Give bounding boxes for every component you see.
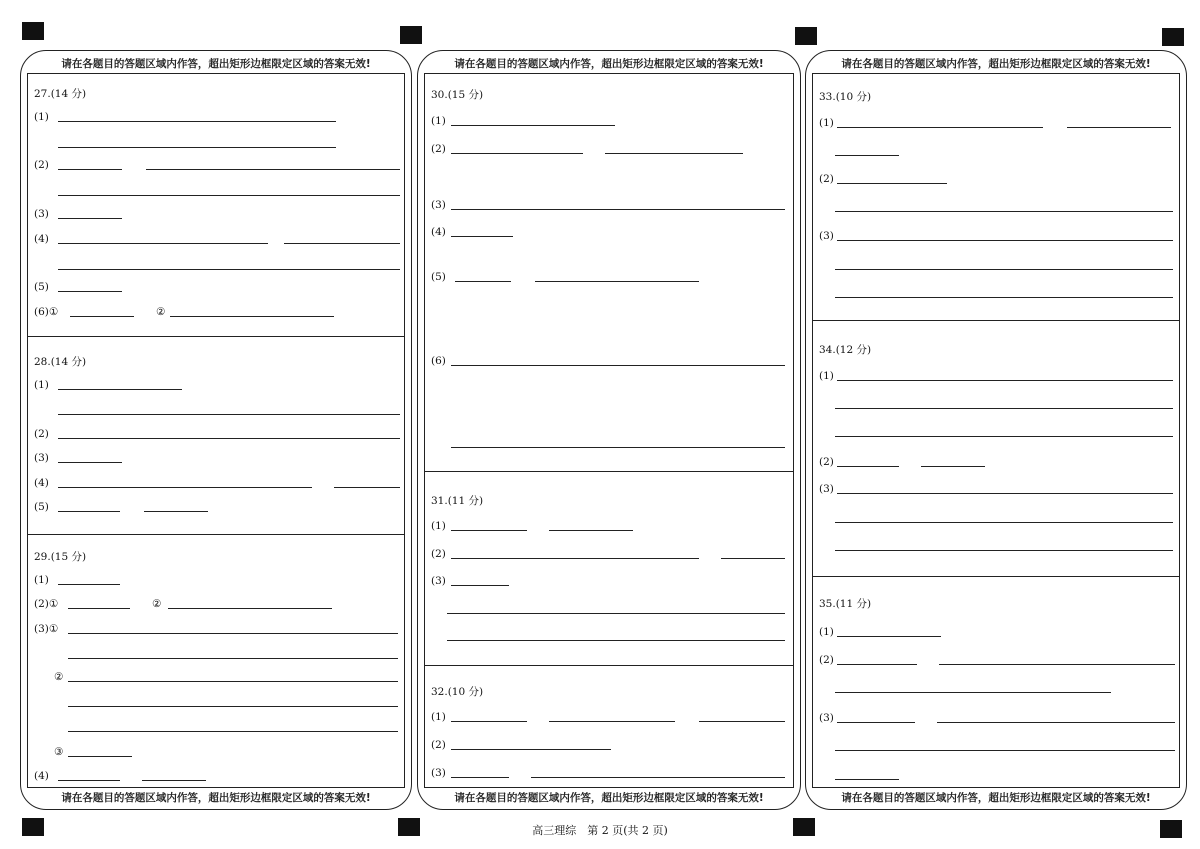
sub-label: ②: [54, 671, 64, 683]
answer-line[interactable]: [451, 153, 583, 154]
answer-line[interactable]: [1067, 127, 1171, 128]
answer-line[interactable]: [58, 584, 120, 585]
answer-line[interactable]: [835, 779, 899, 780]
notice-bottom: 请在各题目的答题区域内作答，超出矩形边框限定区域的答案无效!: [454, 792, 764, 804]
answer-line[interactable]: [937, 722, 1175, 723]
answer-line[interactable]: [837, 493, 1173, 494]
answer-line[interactable]: [58, 462, 122, 463]
answer-line[interactable]: [451, 365, 785, 366]
answer-line[interactable]: [549, 530, 633, 531]
answer-line[interactable]: [605, 153, 743, 154]
answer-line[interactable]: [58, 243, 268, 244]
answer-line[interactable]: [837, 380, 1173, 381]
answer-line[interactable]: [58, 511, 120, 512]
answer-line[interactable]: [837, 664, 917, 665]
answer-line[interactable]: [58, 438, 400, 439]
question-title: 30.(15 分): [431, 89, 484, 101]
answer-line[interactable]: [58, 269, 400, 270]
sub-label: (4): [34, 233, 49, 245]
sub-label: (1): [34, 111, 49, 123]
answer-line[interactable]: [168, 608, 332, 609]
registration-mark: [400, 26, 422, 44]
answer-line[interactable]: [835, 692, 1111, 693]
answer-line[interactable]: [58, 487, 312, 488]
answer-line[interactable]: [835, 522, 1173, 523]
answer-line[interactable]: [921, 466, 985, 467]
sub-label: (1): [431, 520, 446, 532]
answer-line[interactable]: [58, 389, 182, 390]
answer-line[interactable]: [68, 608, 130, 609]
sub-label: (3): [431, 575, 446, 587]
sub-label: ②: [152, 598, 162, 610]
answer-line[interactable]: [58, 414, 400, 415]
question-title: 34.(12 分): [819, 344, 872, 356]
answer-line[interactable]: [451, 209, 785, 210]
answer-line[interactable]: [939, 664, 1175, 665]
sub-label: (5): [34, 281, 49, 293]
sub-label: (2): [431, 739, 446, 751]
sub-label: (3): [819, 483, 834, 495]
question-28: [28, 336, 404, 535]
answer-line[interactable]: [58, 218, 122, 219]
sub-label: (3): [34, 452, 49, 464]
sub-label: (2): [34, 428, 49, 440]
sub-label: (6)①: [34, 306, 59, 318]
registration-mark: [1162, 28, 1184, 46]
answer-line[interactable]: [68, 706, 398, 707]
question-31: [425, 471, 793, 666]
answer-line[interactable]: [68, 731, 398, 732]
answer-line[interactable]: [68, 658, 398, 659]
sub-label: (1): [819, 117, 834, 129]
answer-line[interactable]: [549, 721, 675, 722]
answer-line[interactable]: [835, 750, 1175, 751]
answer-line[interactable]: [58, 195, 400, 196]
question-title: 32.(10 分): [431, 686, 484, 698]
question-title: 33.(10 分): [819, 91, 872, 103]
sub-label: (1): [34, 574, 49, 586]
answer-line[interactable]: [535, 281, 699, 282]
registration-mark: [22, 22, 44, 40]
answer-line[interactable]: [455, 281, 511, 282]
answer-line[interactable]: [58, 169, 122, 170]
sub-label: (3): [34, 208, 49, 220]
answer-line[interactable]: [144, 511, 208, 512]
answer-area: [812, 73, 1180, 788]
answer-line[interactable]: [70, 316, 134, 317]
answer-column-1: [20, 50, 412, 810]
answer-line[interactable]: [531, 777, 785, 778]
notice-bottom: 请在各题目的答题区域内作答，超出矩形边框限定区域的答案无效!: [61, 792, 371, 804]
answer-line[interactable]: [451, 530, 527, 531]
answer-line[interactable]: [837, 183, 947, 184]
answer-line[interactable]: [447, 613, 785, 614]
answer-line[interactable]: [835, 269, 1173, 270]
question-30: [425, 74, 793, 472]
sub-label: (1): [819, 370, 834, 382]
question-title: 31.(11 分): [431, 495, 484, 507]
question-title: 28.(14 分): [34, 356, 87, 368]
notice-top: 请在各题目的答题区域内作答，超出矩形边框限定区域的答案无效!: [454, 58, 764, 70]
question-title: 27.(14 分): [34, 88, 87, 100]
sub-label: ③: [54, 746, 64, 758]
question-29: [28, 534, 404, 791]
answer-line[interactable]: [835, 211, 1173, 212]
answer-area: [424, 73, 794, 788]
sub-label: (3): [431, 199, 446, 211]
answer-line[interactable]: [835, 550, 1173, 551]
answer-line[interactable]: [451, 777, 509, 778]
sub-label: (2): [431, 143, 446, 155]
answer-line[interactable]: [451, 558, 699, 559]
sub-label: (2): [819, 654, 834, 666]
notice-bottom: 请在各题目的答题区域内作答，超出矩形边框限定区域的答案无效!: [841, 792, 1151, 804]
sub-label: (3): [431, 767, 446, 779]
answer-line[interactable]: [447, 640, 785, 641]
answer-line[interactable]: [284, 243, 400, 244]
answer-line[interactable]: [721, 558, 785, 559]
sub-label: (5): [34, 501, 49, 513]
answer-line[interactable]: [837, 127, 1043, 128]
answer-line[interactable]: [451, 721, 527, 722]
answer-line[interactable]: [837, 466, 899, 467]
sub-label: (1): [431, 115, 446, 127]
answer-line[interactable]: [451, 236, 513, 237]
answer-line[interactable]: [835, 436, 1173, 437]
answer-line[interactable]: [58, 121, 336, 122]
notice-top: 请在各题目的答题区域内作答，超出矩形边框限定区域的答案无效!: [61, 58, 371, 70]
question-34: [813, 320, 1179, 577]
answer-line[interactable]: [142, 780, 206, 781]
answer-line[interactable]: [699, 721, 785, 722]
sub-label: (4): [34, 477, 49, 489]
answer-line[interactable]: [68, 633, 398, 634]
sub-label: ②: [156, 306, 166, 318]
answer-line[interactable]: [170, 316, 334, 317]
page-footer: 高三理综 第 2 页(共 2 页): [532, 824, 668, 837]
sub-label: (2): [819, 173, 834, 185]
answer-line[interactable]: [451, 447, 785, 448]
sub-label: (1): [819, 626, 834, 638]
question-27: [28, 74, 404, 337]
answer-line[interactable]: [837, 722, 915, 723]
sub-label: (2)①: [34, 598, 59, 610]
sub-label: (2): [34, 159, 49, 171]
registration-mark: [795, 27, 817, 45]
question-33: [813, 74, 1179, 321]
answer-line[interactable]: [837, 636, 941, 637]
sub-label: (2): [431, 548, 446, 560]
answer-line[interactable]: [835, 408, 1173, 409]
sub-label: (3): [819, 230, 834, 242]
answer-line[interactable]: [58, 780, 120, 781]
answer-line[interactable]: [837, 240, 1173, 241]
answer-line[interactable]: [451, 585, 509, 586]
answer-line[interactable]: [451, 749, 611, 750]
answer-line[interactable]: [835, 297, 1173, 298]
answer-line[interactable]: [334, 487, 400, 488]
notice-top: 请在各题目的答题区域内作答，超出矩形边框限定区域的答案无效!: [841, 58, 1151, 70]
question-32: [425, 665, 793, 791]
answer-column-2: [417, 50, 801, 810]
answer-line[interactable]: [146, 169, 400, 170]
answer-line[interactable]: [68, 756, 132, 757]
sub-label: (2): [819, 456, 834, 468]
sub-label: (4): [431, 226, 446, 238]
answer-line[interactable]: [68, 681, 398, 682]
sub-label: (4): [34, 770, 49, 782]
question-title: 29.(15 分): [34, 551, 87, 563]
answer-line[interactable]: [835, 155, 899, 156]
sub-label: (1): [34, 379, 49, 391]
sub-label: (6): [431, 355, 446, 367]
answer-area: [27, 73, 405, 788]
sub-label: (3)①: [34, 623, 59, 635]
answer-line[interactable]: [451, 125, 615, 126]
answer-line[interactable]: [58, 291, 122, 292]
answer-column-3: [805, 50, 1187, 810]
sub-label: (1): [431, 711, 446, 723]
question-35: [813, 576, 1179, 791]
sub-label: (3): [819, 712, 834, 724]
answer-line[interactable]: [58, 147, 336, 148]
question-title: 35.(11 分): [819, 598, 872, 610]
sub-label: (5): [431, 271, 446, 283]
